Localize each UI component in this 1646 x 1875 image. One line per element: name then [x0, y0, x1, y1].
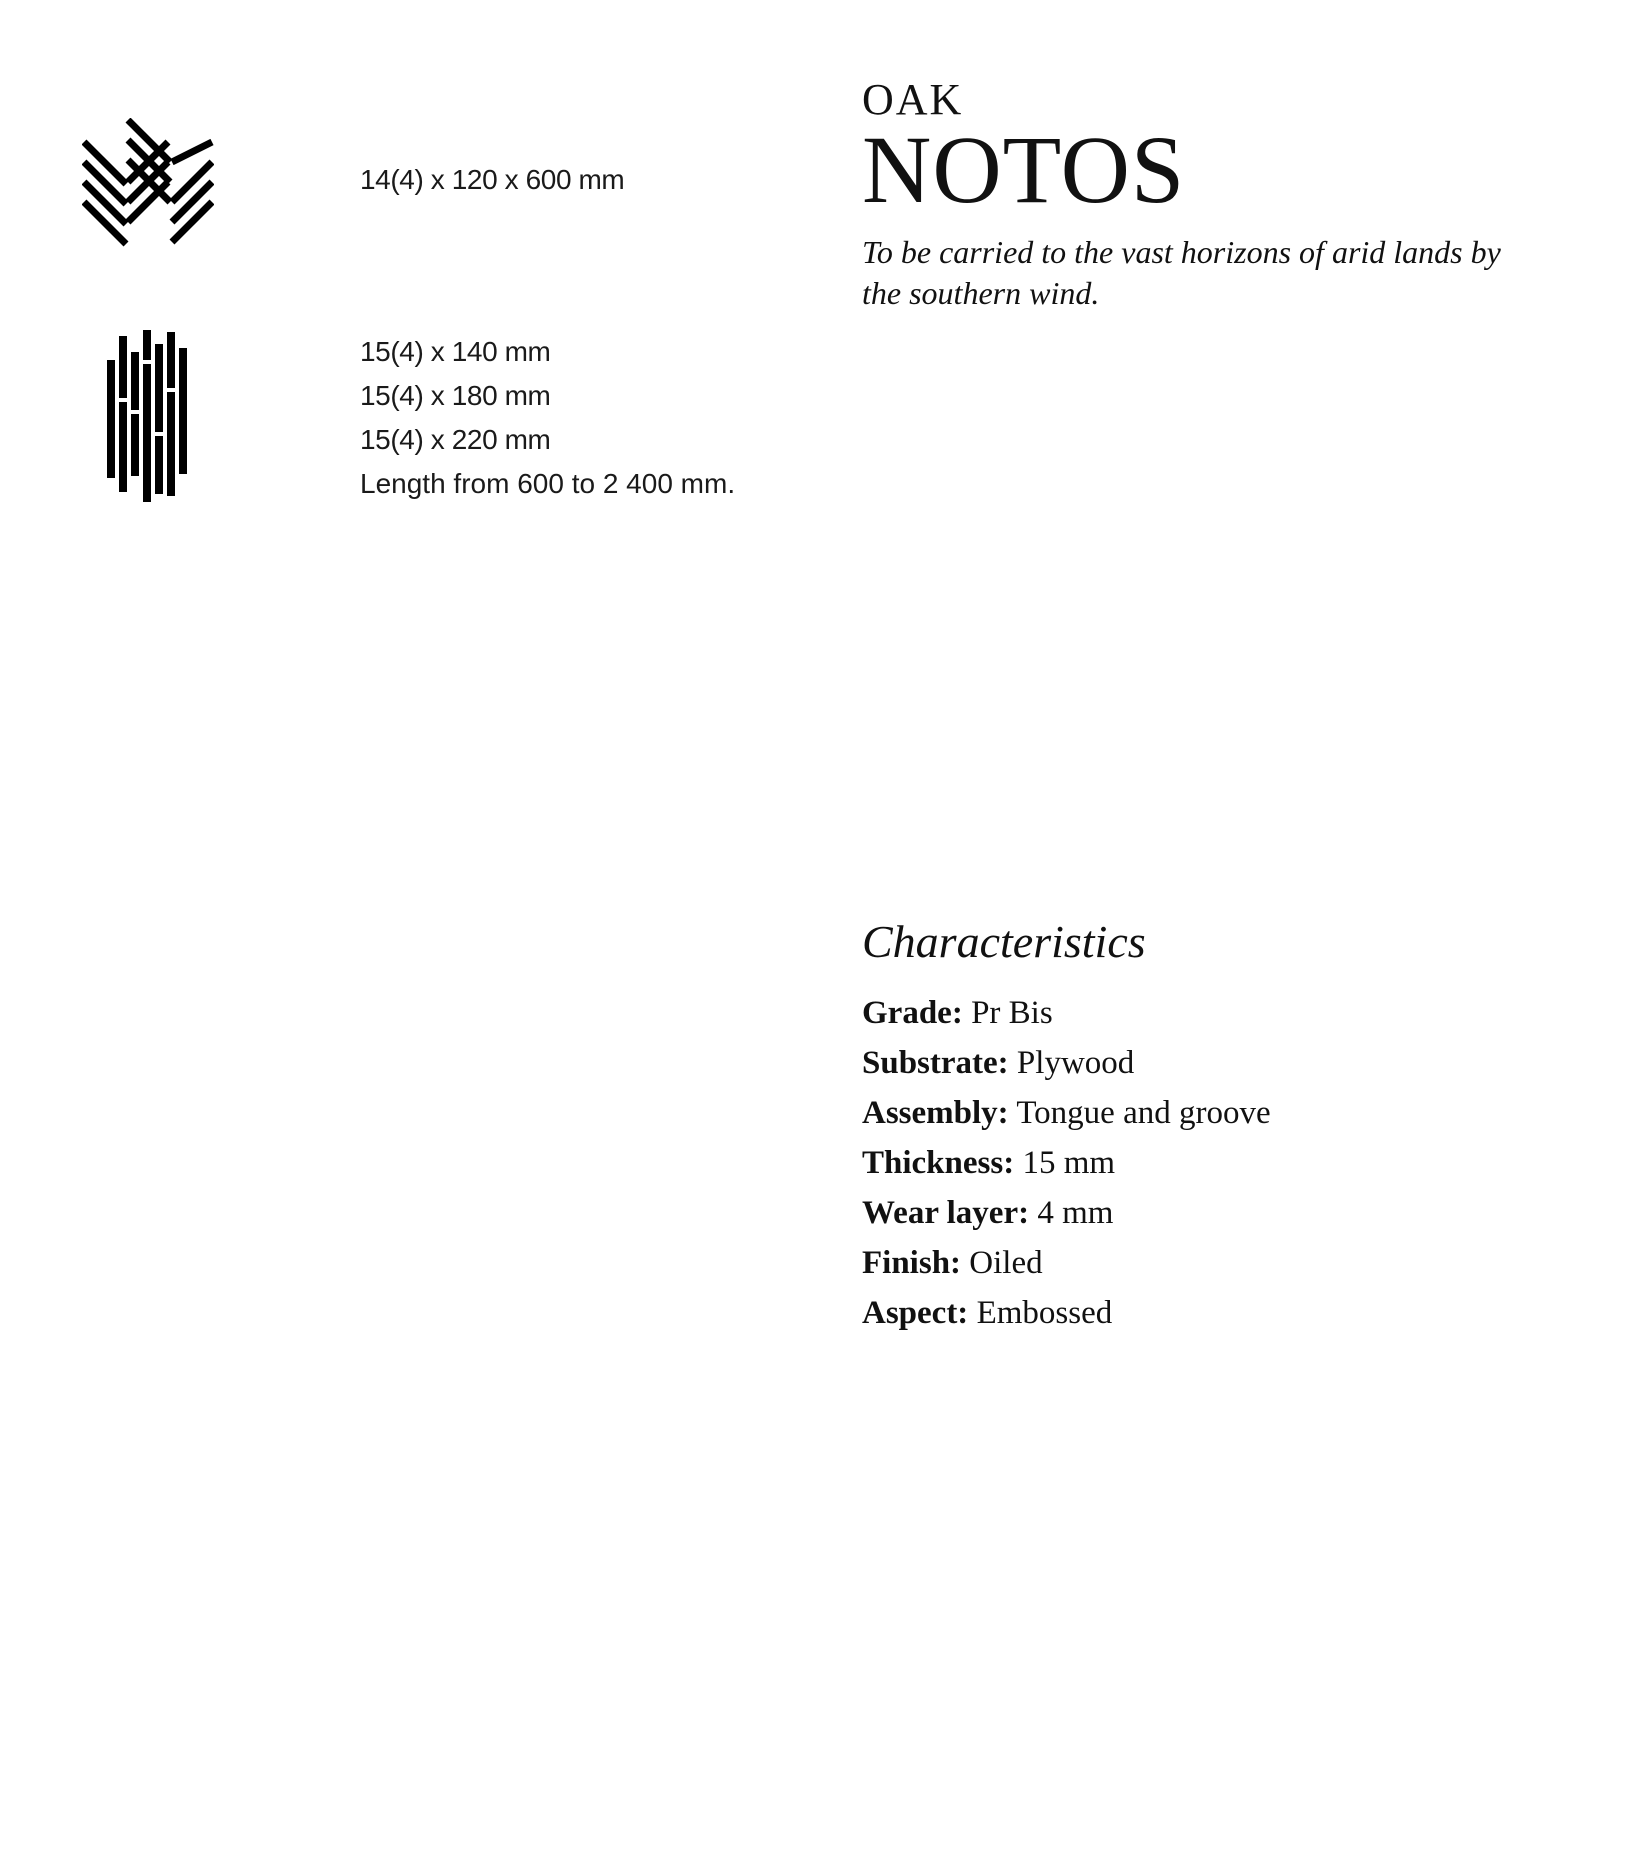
plank-pattern-icon: [82, 330, 212, 502]
plank-format: [82, 330, 735, 506]
characteristic-label: Aspect:: [862, 1295, 969, 1331]
dimension-line: 15(4) x 180 mm: [360, 380, 551, 411]
dimension-line: 15(4) x 220 mm: [360, 424, 551, 455]
characteristic-label: Grade:: [862, 995, 963, 1031]
characteristic-label: Wear layer:: [862, 1195, 1030, 1231]
herringbone-dimensions: [360, 158, 624, 202]
characteristic-row-finish: [862, 1238, 1582, 1288]
product-tagline: To be carried to the vast horizons of arid lands by the southern wind.: [862, 234, 1501, 311]
characteristics-section: [862, 914, 1582, 1338]
product-title: NOTOS: [862, 116, 1186, 223]
product-header: [862, 75, 1582, 314]
characteristic-value: Oiled: [969, 1245, 1043, 1281]
characteristic-row-substrate: [862, 1038, 1582, 1088]
characteristic-value: 4 mm: [1037, 1195, 1114, 1231]
herringbone-format: [82, 118, 624, 250]
characteristic-row-aspect: [862, 1288, 1582, 1338]
product-species: OAK: [862, 75, 964, 124]
characteristic-label: Finish:: [862, 1245, 962, 1281]
characteristic-row-wear-layer: [862, 1188, 1582, 1238]
characteristic-value: Plywood: [1016, 1045, 1135, 1081]
characteristic-value: 15 mm: [1022, 1145, 1116, 1181]
characteristic-row-thickness: [862, 1138, 1582, 1188]
characteristic-label: Thickness:: [862, 1145, 1015, 1181]
plank-dimensions: [360, 330, 735, 506]
length-note: Length from 600 to 2 400 mm.: [360, 468, 736, 499]
characteristic-label: Substrate:: [862, 1045, 1009, 1081]
characteristic-value: Pr Bis: [971, 995, 1053, 1031]
characteristic-value: Embossed: [976, 1295, 1113, 1331]
dimension-line: 15(4) x 140 mm: [360, 336, 551, 367]
dimension-line: 14(4) x 120 x 600 mm: [360, 164, 625, 195]
characteristics-heading: Characteristics: [862, 916, 1146, 967]
herringbone-pattern-icon: [82, 118, 212, 250]
characteristic-row-assembly: [862, 1088, 1582, 1138]
characteristic-value: Tongue and groove: [1016, 1095, 1271, 1131]
characteristic-label: Assembly:: [862, 1095, 1009, 1131]
characteristic-row-grade: [862, 988, 1582, 1038]
